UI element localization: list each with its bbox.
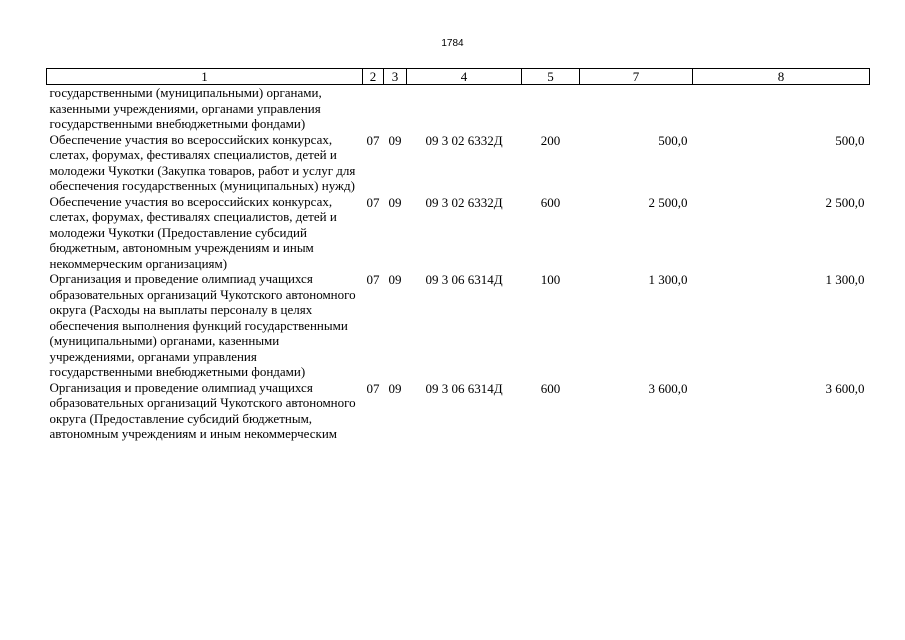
header-col-8: 8 — [693, 69, 870, 85]
row-sum-col8: 2 500,0 — [825, 194, 865, 210]
row-expense-type: 600 — [540, 194, 561, 210]
header-row — [47, 69, 870, 85]
table-row — [47, 85, 870, 132]
row-section — [363, 85, 384, 132]
row-subsection: 09 — [388, 132, 402, 148]
row-target-code: 09 3 06 6314Д — [425, 380, 503, 396]
row-sum-col7: 500,0 — [658, 132, 688, 148]
budget-table — [46, 68, 870, 442]
row-section: 07 — [366, 194, 380, 210]
row-sum-col8: 3 600,0 — [825, 380, 865, 396]
row-section: 07 — [366, 132, 380, 148]
row-sum-col8 — [693, 85, 870, 132]
header-col-3: 3 — [384, 69, 407, 85]
header-col-5: 5 — [522, 69, 580, 85]
row-expense-type — [522, 85, 580, 132]
header-col-1: 1 — [47, 69, 363, 85]
row-subsection: 09 — [388, 380, 402, 396]
row-section: 07 — [366, 272, 380, 287]
row-sum-col8: 500,0 — [835, 132, 865, 148]
row-target-code: 09 3 02 6332Д — [425, 132, 503, 148]
table-row — [47, 194, 870, 272]
row-sum-col7: 3 600,0 — [648, 380, 688, 396]
row-subsection: 09 — [388, 194, 402, 210]
table-row — [47, 380, 870, 442]
row-expense-type: 100 — [540, 272, 561, 287]
row-subsection: 09 — [388, 272, 402, 287]
row-description: государственными (муниципальными) органами, казенными учреждениями, органами управления государственными внебюджетными фондами) — [49, 85, 322, 131]
row-description: Организация и проведение олимпиад учащихся образовательных организаций Чукотского автономного округа (Расходы на выплаты персоналу в целях обеспечения выполнения функций государственными (муниципальными) органами, казенными учреждениями, органами управления государственными внебюджетными фондами) — [49, 271, 356, 379]
row-target-code — [407, 85, 522, 132]
row-sum-col7 — [580, 85, 693, 132]
header-col-7: 7 — [580, 69, 693, 85]
row-expense-type: 200 — [540, 132, 561, 148]
row-sum-col7: 2 500,0 — [648, 194, 688, 210]
row-sum-col7: 1 300,0 — [648, 272, 688, 287]
row-description: Организация и проведение олимпиад учащихся образовательных организаций Чукотского автономного округа (Предоставление субсидий бюджетным, автономным учреждениям и иным некоммерческим — [49, 379, 356, 441]
row-target-code: 09 3 06 6314Д — [425, 272, 503, 287]
table-row — [47, 132, 870, 194]
row-target-code: 09 3 02 6332Д — [425, 194, 503, 210]
table-row — [47, 271, 870, 380]
row-description: Обеспечение участия во всероссийских конкурсах, слетах, форумах, фестивалях специалистов, детей и молодежи Чукотки (Предоставление субсидий бюджетным, автономным учреждениям и иным некоммерческим организациям) — [49, 193, 337, 271]
row-section: 07 — [366, 380, 380, 396]
row-expense-type: 600 — [540, 380, 561, 396]
row-subsection — [384, 85, 407, 132]
row-description: Обеспечение участия во всероссийских конкурсах, слетах, форумах, фестивалях специалистов, детей и молодежи Чукотки (Закупка товаров, работ и услуг для обеспечения государственных (муниципальных) нужд) — [49, 131, 356, 193]
page-number: 1784 — [441, 38, 464, 49]
row-sum-col8: 1 300,0 — [825, 272, 865, 287]
header-col-4: 4 — [407, 69, 522, 85]
header-col-2: 2 — [363, 69, 384, 85]
